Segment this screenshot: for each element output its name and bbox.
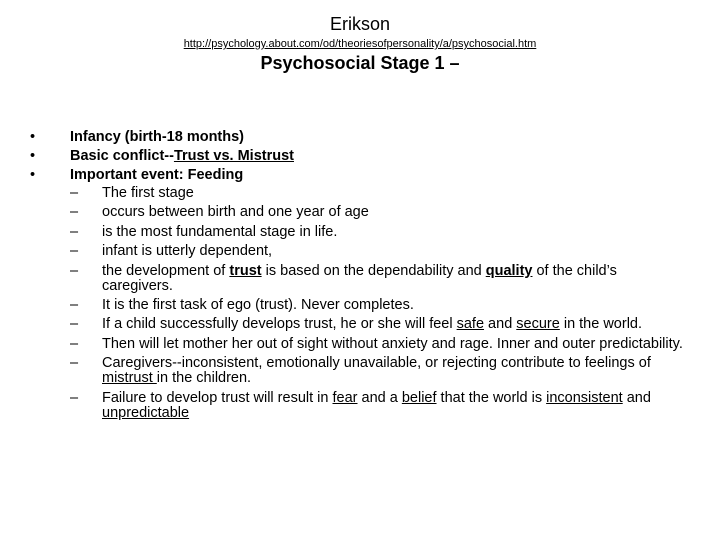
sub-bullet-3 xyxy=(70,225,690,240)
bullet-text: Basic conflict-- xyxy=(70,148,174,164)
sub-bullet-text: Then will let mother her out of sight without anxiety and rage. Inner and outer predictability. xyxy=(102,335,683,352)
sub-bullet-9 xyxy=(70,356,690,386)
underlined-inconsistent: inconsistent xyxy=(546,389,623,406)
sub-bullet-2 xyxy=(70,205,690,220)
dash-marker: – xyxy=(70,223,79,240)
sub-bullet-text: infant is utterly dependent, xyxy=(102,243,273,260)
emphasis-quality: quality xyxy=(485,262,533,279)
dash-marker: – xyxy=(70,296,79,313)
bullet-underlined-text: Trust vs. Mistrust xyxy=(173,148,294,164)
sub-bullet-1 xyxy=(70,186,690,201)
underlined-secure: secure xyxy=(516,316,560,333)
sub-bullet-10 xyxy=(70,391,690,421)
sub-bullet-text: in the children. xyxy=(156,370,252,387)
sub-bullet-text: of the child’s caregivers. xyxy=(102,262,617,294)
sub-bullet-text: It is the first task of ego (trust). Never completes. xyxy=(102,296,414,313)
sub-bullet-text: and xyxy=(484,316,517,333)
slide-subtitle: Psychosocial Stage 1 – xyxy=(260,53,460,73)
dash-marker: – xyxy=(70,355,79,372)
dash-marker: – xyxy=(70,204,79,221)
main-bullet-list xyxy=(30,128,690,185)
sub-bullet-8 xyxy=(70,337,690,352)
sub-bullet-text: in the world. xyxy=(559,316,643,333)
underlined-fear: fear xyxy=(332,389,358,406)
dash-marker: – xyxy=(70,185,79,201)
sub-bullet-text: The first stage xyxy=(102,185,194,201)
dash-marker: – xyxy=(70,335,79,352)
underlined-unpredictable: unpredictable xyxy=(102,404,190,421)
dash-marker: – xyxy=(70,389,79,406)
sub-bullet-text: is based on the dependability and xyxy=(261,262,486,279)
bullet-text: Important event: Feeding xyxy=(70,167,244,183)
sub-bullet-list xyxy=(70,186,690,425)
sub-bullet-6 xyxy=(70,298,690,313)
bullet-dot: • xyxy=(30,148,36,164)
underlined-mistrust: mistrust xyxy=(102,370,157,387)
sub-bullet-text: occurs between birth and one year of age xyxy=(102,204,369,221)
sub-bullet-4 xyxy=(70,244,690,259)
sub-bullet-text: that the world is xyxy=(436,389,547,406)
sub-bullet-text: and a xyxy=(357,389,402,406)
sub-bullet-text: the development of xyxy=(102,262,230,279)
sub-bullet-7 xyxy=(70,317,690,332)
sub-bullet-5 xyxy=(70,264,690,294)
sub-bullet-text: Caregivers--inconsistent, emotionally unavailable, or rejecting contribute to feelings of xyxy=(102,355,651,372)
bullet-basic-conflict xyxy=(30,147,690,166)
dash-marker: – xyxy=(70,262,79,279)
source-url xyxy=(0,38,720,50)
sub-bullet-text: is the most fundamental stage in life. xyxy=(102,223,338,240)
sub-bullet-text: and xyxy=(622,389,651,406)
bullet-important-event xyxy=(30,166,690,185)
bullet-text: Infancy (birth-18 months) xyxy=(70,129,245,145)
underlined-safe: safe xyxy=(456,316,485,333)
dash-marker: – xyxy=(70,243,79,260)
bullet-dot: • xyxy=(30,167,36,183)
bullet-infancy xyxy=(30,128,690,147)
slide-title: Erikson xyxy=(329,14,391,34)
underlined-belief: belief xyxy=(401,389,437,406)
bullet-dot: • xyxy=(30,129,36,145)
emphasis-trust: trust xyxy=(229,262,262,279)
sub-bullet-text: If a child successfully develops trust, he or she will feel xyxy=(102,316,457,333)
dash-marker: – xyxy=(70,316,79,333)
sub-bullet-text: Failure to develop trust will result in xyxy=(102,389,333,406)
source-link[interactable]: http://psychology.about.com/od/theoriesofpersonality/a/psychosocial.htm xyxy=(183,38,537,50)
